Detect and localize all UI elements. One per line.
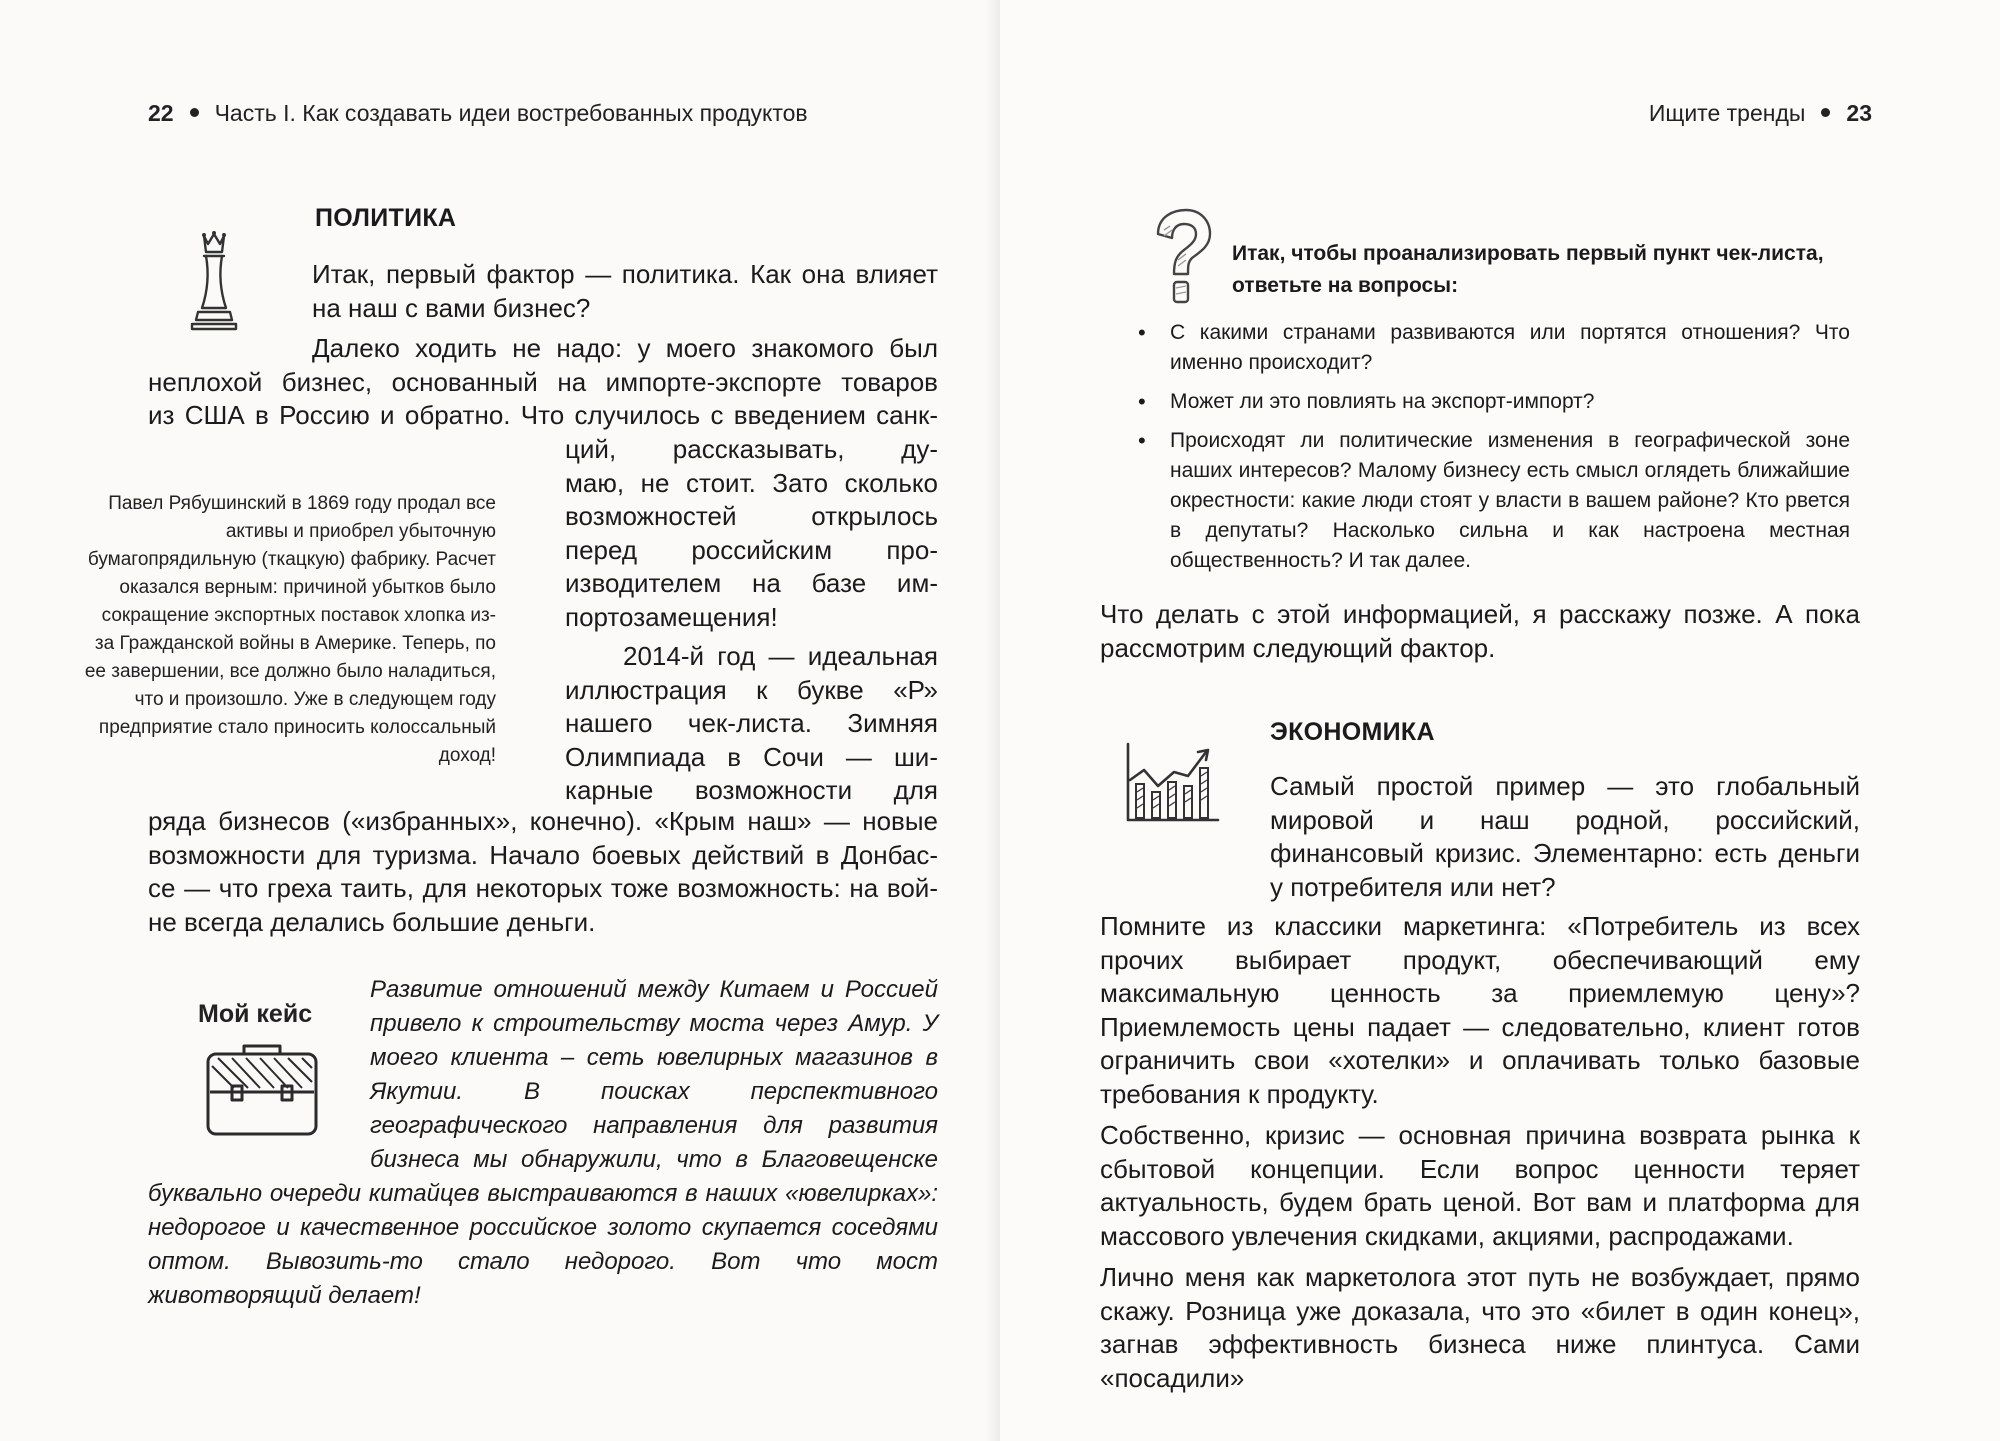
politics-heading: ПОЛИТИКА [315, 204, 457, 232]
politics-narrow-column [565, 433, 938, 808]
transition-paragraph [1100, 598, 1860, 665]
politics-p1-text: Итак, первый фактор — политика. Как она влияет на наш с вами бизнес? [312, 259, 938, 323]
transition-text: Что делать с этой информацией, я расскажу позже. А пока рассмотрим следующий фактор. [1100, 599, 1860, 663]
question-mark-icon [1152, 208, 1214, 308]
p2-line-1: Далеко ходить не надо: у моего знакомого был [312, 333, 938, 363]
bullet-dot [190, 108, 199, 117]
p2-narrow-4: перед российским про- [565, 534, 938, 565]
case-text: Развитие отношений между Китаем и Россией привело к строительству моста через Амур. У моего клиента – сеть ювелирных магазинов в Якутии. В поисках перспективного географического направления для развития бизнеса мы обнаружили, что в Благовещенске буквально очереди китайцев выстраиваются в наших «ювелирках»: недорогое и качественное российское золото скупается соседями оптом. Вывозить-то стало недорого. Вот что мост животворящий делает! [148, 976, 938, 1309]
left-running-header [148, 100, 808, 127]
case-float-spacer [148, 973, 370, 1161]
p3-line-4: не всегда делались большие деньги. [148, 906, 596, 937]
p2-line-3: из США в Россию и обратно. Что случилось с введением санк- [148, 400, 938, 430]
case-title: Мой кейс [198, 1000, 313, 1028]
economy-heading: ЭКОНОМИКА [1270, 718, 1435, 746]
p2-narrow-1: ций, рассказывать, ду- [565, 434, 938, 464]
p3-narrow-4: Олимпиада в Сочи — ши- [565, 741, 938, 772]
economy-p2-text: Помните из классики маркетинга: «Потребитель из всех прочих выбирает продукт, обеспечивающий ему максимальную ценность за приемлемую цену»? Приемлемость цены падает — следовательно, клиент готов ограничить свои «хотелки» и оплачивать только базовые требования к продукту. [1100, 911, 1860, 1109]
chess-queen-icon [182, 228, 246, 332]
p3-narrow-3: нашего чек-листа. Зимняя [565, 708, 938, 738]
left-header-title: Часть I. Как создавать идеи востребованных продуктов [214, 100, 808, 126]
question-item-3: • Происходят ли политические изменения в географической зоне наших интересов? Малому бизнесу есть смысл оглядеть ближайшие окрестности: какие люди стоят у власти в вашем районе? Кто рвется в депутаты? Насколько сильна и как настроена местная общественность? И так далее. [1130, 426, 1850, 576]
right-page [1000, 0, 2000, 1441]
economy-p3-text: Собственно, кризис — основная причина возврата рынка к сбытовой концепции. Если вопрос ценности теряет актуальность, будем брать ценой. Вот вам и платформа для массового увлечения скидками, акциями, распродажами. [1100, 1120, 1860, 1251]
p3-line-1: ряда бизнесов («избранных», конечно). «Крым наш» — новые [148, 806, 938, 836]
p2-narrow-2: маю, не стоит. Зато сколько [565, 467, 938, 498]
politics-sidenote: Павел Рябушинский в 1869 году продал все активы и приобрел убыточную бумагопрядильную (ткацкую) фабрику. Расчет оказался верным: причиной убытков было сокращение экспортных поставок хлопка из-за Гражданской войны в Америке. Теперь, по ее завершении, все должно было наладиться, что и произошло. Уже в следующем году предприятие стало приносить колоссальный доход! [84, 493, 496, 766]
questions-lead: Итак, чтобы проанализировать первый пункт чек-листа, ответьте на вопросы: [1232, 242, 1824, 297]
bullet-dot [1821, 108, 1830, 117]
question-item-1: • С какими странами развиваются или портятся отношения? Что именно происходит? [1130, 318, 1850, 378]
economy-paragraph-1 [1270, 770, 1860, 904]
p2-line-2: неплохой бизнес, основанный на импорте-экспорте товаров [148, 366, 938, 397]
questions-list [1130, 318, 1850, 585]
right-running-header [1649, 100, 1872, 127]
politics-paragraph-1 [312, 258, 938, 325]
left-page-number: 22 [148, 100, 174, 126]
politics-paragraph-2 [148, 332, 938, 433]
economy-body [1100, 910, 1860, 1395]
case-text-wrap [148, 973, 938, 1313]
economy-p4-text: Лично меня как маркетолога этот путь не возбуждает, прямо скажу. Розница уже доказала, что это «билет в один конец», загнав эффективность бизнеса ниже плинтуса. Сами «посадили» [1100, 1262, 1860, 1393]
p3-line-3: се — что греха таить, для некоторых тоже возможность: на вой- [148, 873, 938, 903]
p3-narrow-2: иллюстрация к букве «Р» [565, 674, 938, 705]
right-header-title: Ищите тренды [1648, 100, 1806, 126]
p2-narrow-6: портозамещения! [565, 601, 778, 632]
question-item-2: • Может ли это повлиять на экспорт-импорт? [1130, 387, 1850, 417]
p3-line-2: возможности для туризма. Начало боевых действий в Донбас- [148, 839, 938, 870]
politics-paragraph-3 [148, 805, 938, 939]
economy-p1-text: Самый простой пример — это глобальный мировой и наш родной, российский, финансовый кризис. Элементарно: есть деньги у потребителя или нет? [1270, 771, 1860, 902]
p2-narrow-5: изводителем на базе им- [565, 568, 938, 598]
p3-narrow-1: 2014-й год — идеальная [623, 641, 938, 671]
growth-chart-icon [1122, 742, 1222, 824]
p2-narrow-3: возможностей открылось [565, 501, 938, 531]
right-page-number: 23 [1846, 100, 1872, 126]
p3-narrow-5: карные возможности для [565, 775, 938, 805]
